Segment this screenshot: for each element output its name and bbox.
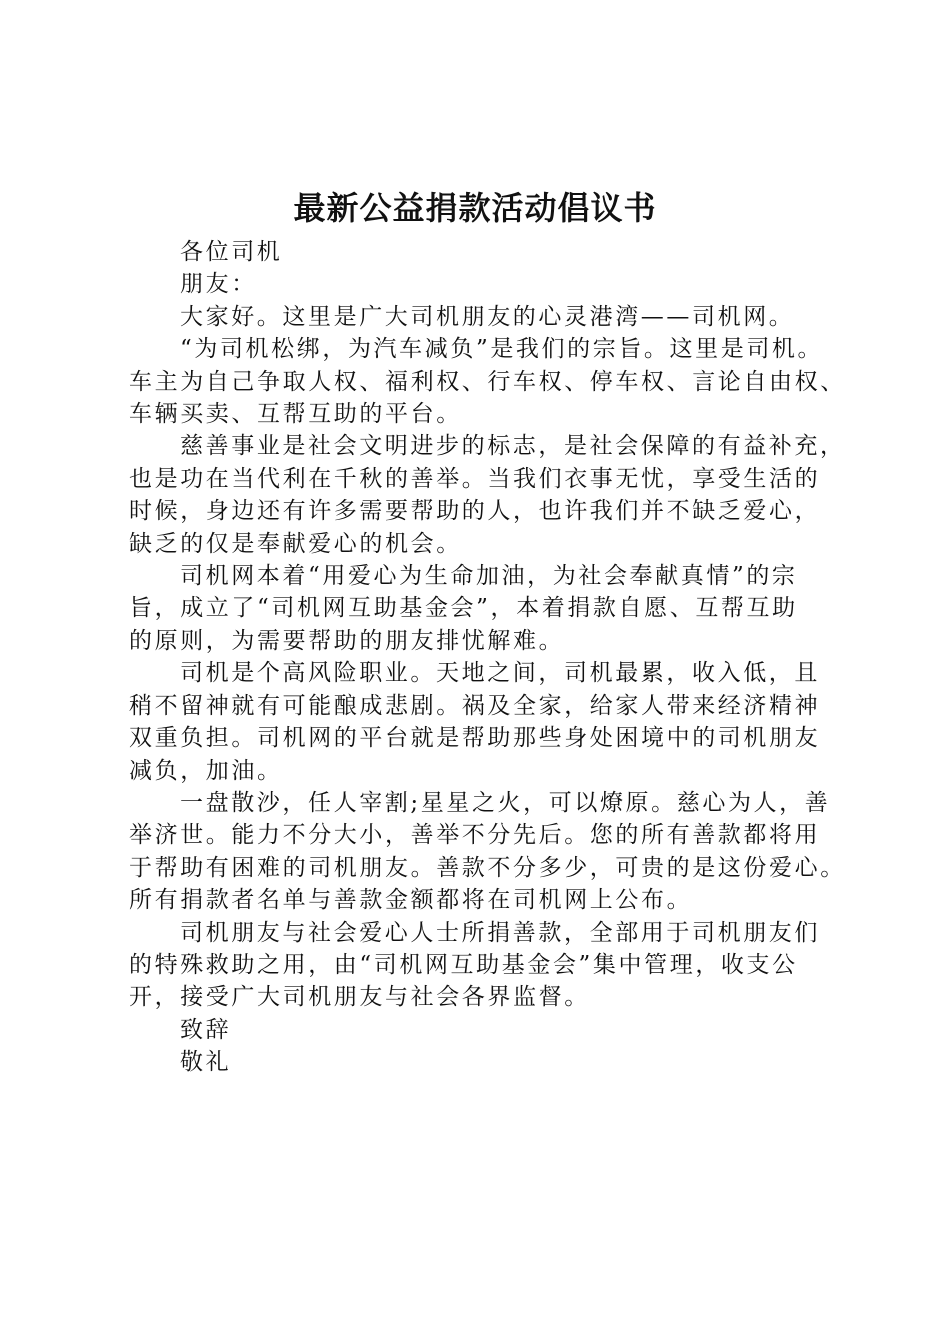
body-line: 缺乏的仅是奉献爱心的机会。 <box>129 530 462 557</box>
body-line: 司机网本着“用爱心为生命加油，为社会奉献真情”的宗 <box>180 563 798 590</box>
body-line: 的特殊救助之用，由“司机网互助基金会”集中管理，收支公 <box>129 951 798 978</box>
body-line: 旨，成立了“司机网互助基金会”，本着捐款自愿、互帮互助 <box>129 595 798 622</box>
body-line: 也是功在当代利在千秋的善举。当我们衣事无忧，享受生活的 <box>129 465 821 492</box>
body-line: 车辆买卖、互帮互助的平台。 <box>129 401 462 428</box>
body-line: 大家好。这里是广大司机朋友的心灵港湾——司机网。 <box>180 303 795 330</box>
body-line: 慈善事业是社会文明进步的标志，是社会保障的有益补充， <box>180 433 846 460</box>
body-line: 双重负担。司机网的平台就是帮助那些身处困境中的司机朋友 <box>129 725 821 752</box>
document-body <box>129 236 854 1079</box>
body-line: 时候，身边还有许多需要帮助的人，也许我们并不缺乏爱心， <box>129 498 821 525</box>
body-line: 开，接受广大司机朋友与社会各界监督。 <box>129 984 590 1011</box>
document-title: 最新公益捐款活动倡议书 <box>293 189 657 227</box>
body-line: 朋友： <box>180 271 257 298</box>
body-line: 稍不留神就有可能酿成悲剧。祸及全家，给家人带来经济精神 <box>129 692 821 719</box>
body-line: 司机朋友与社会爱心人士所捐善款，全部用于司机朋友们 <box>180 919 820 946</box>
body-line: 致辞 <box>180 1016 232 1043</box>
body-line: 举济世。能力不分大小，善举不分先后。您的所有善款都将用 <box>129 822 821 849</box>
body-line: 司机是个高风险职业。天地之间，司机最累，收入低，且 <box>180 660 820 687</box>
body-line: 减负，加油。 <box>129 757 283 784</box>
body-line: 于帮助有困难的司机朋友。善款不分多少，可贵的是这份爱心。 <box>129 854 846 881</box>
body-line: 车主为自己争取人权、福利权、行车权、停车权、言论自由权、 <box>129 368 846 395</box>
body-line: 所有捐款者名单与善款金额都将在司机网上公布。 <box>129 887 693 914</box>
body-line: 各位司机 <box>180 239 283 265</box>
body-line: 的原则，为需要帮助的朋友排忧解难。 <box>129 627 565 654</box>
body-line: “为司机松绑，为汽车减负”是我们的宗旨。这里是司机。 <box>180 336 824 363</box>
body-line: 敬礼 <box>180 1049 232 1076</box>
body-line: 一盘散沙，任人宰割;星星之火，可以燎原。慈心为人，善 <box>180 789 831 816</box>
